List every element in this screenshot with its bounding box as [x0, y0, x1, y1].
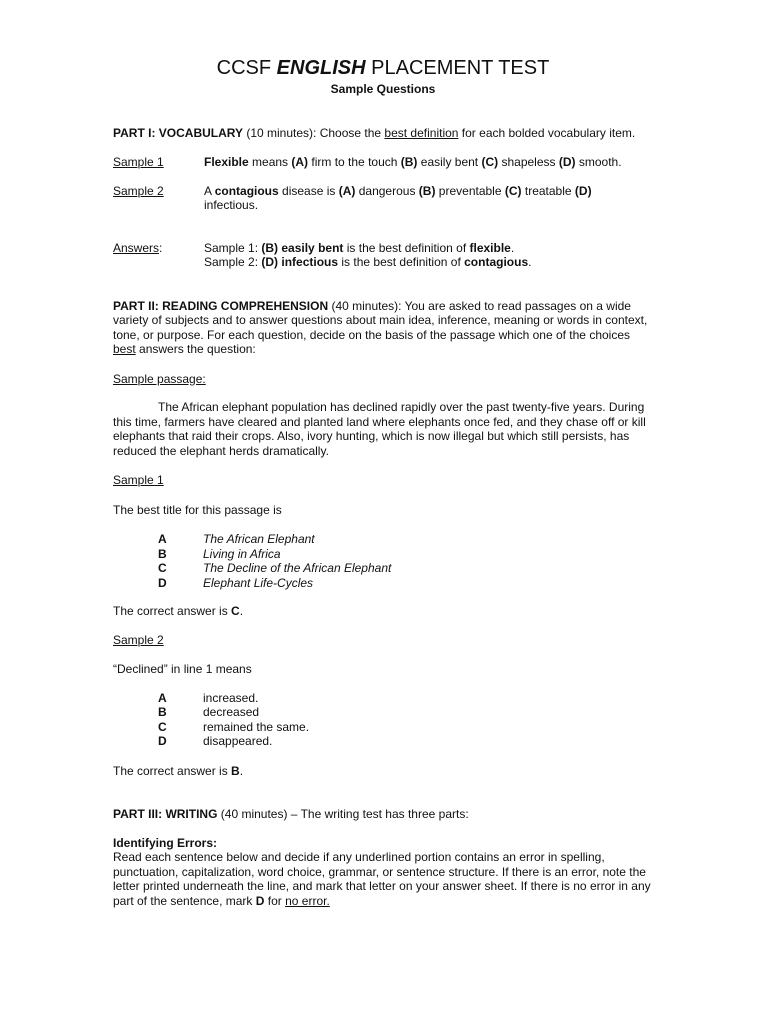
- option-a: A The African Elephant: [158, 532, 315, 546]
- part1-sample1: Sample 1 Flexible means (A) firm to the touch (B) easily bent (C) shapeless (D) smooth.: [113, 155, 622, 169]
- part1-sample2: Sample 2 A contagious disease is (A) dangerous (B) preventable (C) treatable (D) infectious.: [113, 183, 592, 212]
- part2-sample2-label: Sample 2: [113, 632, 164, 647]
- option-c: C The Decline of the African Elephant: [158, 561, 392, 575]
- document-page: [113, 56, 653, 908]
- answer-line-1: Sample 1: (B) easily bent is the best definition of flexible.: [204, 240, 515, 255]
- part2-intro: PART II: READING COMPREHENSION (40 minutes): You are asked to read passages on a wide variety of subjects and to answer questions about main idea, inference, meaning or words in context, tone, or purpose. For each question, decide on the basis of the passage which one of the choices best answers the question:: [113, 298, 648, 356]
- part3-intro: PART III: WRITING (40 minutes) – The writing test has three parts:: [113, 807, 469, 821]
- part2-sample1-options: [113, 532, 653, 590]
- part1-intro: PART I: VOCABULARY (10 minutes): Choose the best definition for each bolded vocabulary item.: [113, 125, 636, 140]
- part2-sample1-question: The best title for this passage is: [113, 502, 282, 517]
- part3-subheading: Identifying Errors:: [113, 835, 218, 850]
- option-c: C remained the same.: [158, 719, 310, 734]
- option-b: B decreased: [158, 705, 260, 719]
- part2-sample2-question: “Declined” in line 1 means: [113, 662, 252, 676]
- page-subtitle: Sample Questions: [330, 82, 436, 96]
- option-b: B Living in Africa: [158, 546, 281, 561]
- option-d: D Elephant Life-Cycles: [158, 575, 314, 590]
- option-d: D disappeared.: [158, 734, 273, 748]
- sample-passage-label: Sample passage:: [113, 371, 206, 386]
- part2-sample2-answer: The correct answer is B.: [113, 763, 244, 778]
- part2-sample2-options: [113, 691, 653, 749]
- sample-passage: The African elephant population has declined rapidly over the past twenty-five years. During this time, farmers have cleared and planted land where elephants once fed, and they chase off or kill elephants that raid their crops. Also, ivory hunting, which is now illegal but which still persists, has reduced the elephant herds dramatically.: [113, 400, 646, 458]
- answer-line-2: Sample 2: (D) infectious is the best definition of contagious.: [204, 255, 532, 269]
- part2-sample1-label: Sample 1: [113, 473, 164, 487]
- option-a: A increased.: [158, 690, 259, 705]
- page-title: CCSF ENGLISH PLACEMENT TEST: [216, 57, 550, 79]
- part1-answers: Answers: Sample 1: (B) easily bent is the best definition of flexible. Sample 2: (D) infectious is the best definition of contagious.: [113, 241, 653, 270]
- part3-body: Read each sentence below and decide if any underlined portion contains an error in spelling, punctuation, capitalization, word choice, grammar, or sentence structure. If there is an error, note the letter printed underneath the line, and mark that letter on your answer sheet. If there is no error in any part of the sentence, mark D for no error.: [113, 850, 651, 908]
- part2-sample1-answer: The correct answer is C.: [113, 604, 244, 618]
